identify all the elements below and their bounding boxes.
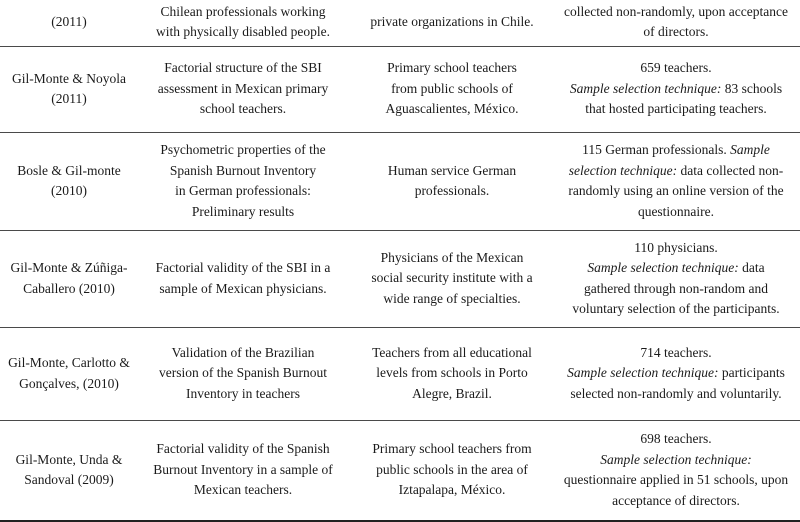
author-cell <box>0 132 138 230</box>
cell-line <box>556 363 796 384</box>
cell-line: Primary school teachers from <box>372 441 532 457</box>
sample-cell <box>354 0 550 46</box>
cell-line <box>556 384 796 405</box>
sample-selection-cell <box>556 132 796 230</box>
cell-line: Gil-Monte & Noyola <box>12 70 126 86</box>
cell-line <box>556 2 796 23</box>
study-title-cell <box>141 230 345 327</box>
table-row <box>0 230 800 328</box>
sample-selection-cell <box>556 420 796 520</box>
selection-technique-label: Sample <box>730 142 770 157</box>
selection-text: randomly using an online version of the <box>568 183 784 198</box>
cell-line: (2011) <box>51 91 87 106</box>
sample-cell <box>354 327 550 420</box>
cell-line: Physicians of the Mexican <box>380 249 524 265</box>
author-cell <box>0 0 138 46</box>
cell-line: Primary school teachers <box>387 60 517 76</box>
table-row <box>0 0 800 47</box>
cell-line: (2010) <box>51 183 87 198</box>
cell-line: sample of Mexican physicians. <box>159 280 327 296</box>
cell-line <box>556 279 796 300</box>
selection-text: voluntary selection of the participants. <box>572 301 780 316</box>
cell-line <box>556 22 796 43</box>
selection-technique-label: Sample selection technique: <box>587 260 739 275</box>
study-title-cell <box>141 327 345 420</box>
selection-text: participants <box>718 365 785 381</box>
cell-line <box>556 299 796 320</box>
cell-line <box>556 181 796 202</box>
selection-technique-label: Sample selection technique: <box>600 451 752 467</box>
cell-line: Factorial validity of the Spanish <box>156 441 330 457</box>
cell-line: Factorial validity of the SBI in a <box>155 260 331 275</box>
cell-line: Aguascalientes, México. <box>385 101 519 117</box>
cell-line: Caballero (2010) <box>23 280 115 296</box>
selection-text: selected non-randomly and voluntarily. <box>570 385 782 401</box>
cell-line: levels from schools in Porto <box>376 365 528 381</box>
cell-line: wide range of specialties. <box>383 290 521 306</box>
cell-line <box>556 140 796 161</box>
selection-text: gathered through non-random and <box>583 280 769 296</box>
selection-text: of directors. <box>643 24 709 39</box>
study-title-cell <box>141 46 345 132</box>
cell-line: Gonçalves, (2010) <box>19 375 119 391</box>
cell-line: (2011) <box>51 13 87 29</box>
cell-line <box>556 161 796 182</box>
cell-line: Gil-Monte & Zúñiga- <box>10 260 128 275</box>
selection-technique-label: selection technique: <box>568 162 678 178</box>
sample-selection-cell <box>556 0 796 46</box>
cell-line: from public schools of <box>391 80 513 96</box>
cell-line: Sandoval (2009) <box>24 472 114 487</box>
author-cell <box>0 230 138 327</box>
selection-text: acceptance of directors. <box>612 492 740 508</box>
selection-text: 83 schools <box>721 80 783 96</box>
cell-line: assessment in Mexican primary <box>157 80 329 96</box>
cell-line: Bosle & Gil-monte <box>17 162 121 178</box>
cell-line: Psychometric properties of the <box>160 142 326 157</box>
sample-cell <box>354 132 550 230</box>
cell-line: Inventory in teachers <box>186 385 300 401</box>
cell-line: Gil-Monte, Carlotto & <box>8 355 130 370</box>
cell-line: professionals. <box>414 183 490 198</box>
cell-line: in German professionals: <box>175 183 311 198</box>
cell-line: social security institute with a <box>371 270 533 286</box>
selection-text: 714 teachers. <box>640 344 712 360</box>
sample-selection-cell <box>556 327 796 420</box>
cell-line: Teachers from all educational <box>372 344 532 360</box>
table-row <box>0 420 800 522</box>
table-row <box>0 132 800 231</box>
cell-line: Chilean professionals working <box>160 3 326 19</box>
selection-text: questionnaire applied in 51 schools, upon <box>563 472 789 487</box>
cell-line: school teachers. <box>199 101 287 117</box>
selection-text: collected non-randomly, upon acceptance <box>563 3 789 19</box>
cell-line <box>556 79 796 100</box>
cell-line: Burnout Inventory in a sample of <box>153 461 333 477</box>
study-title-cell <box>141 0 345 46</box>
cell-line: Human service German <box>387 162 517 178</box>
cell-line <box>556 58 796 79</box>
selection-text: data collected non- <box>677 162 784 178</box>
selection-text: data <box>738 260 765 275</box>
selection-text: 698 teachers. <box>640 431 712 446</box>
cell-line: Factorial structure of the SBI <box>164 60 322 76</box>
selection-text: that hosted participating teachers. <box>585 101 767 117</box>
cell-line <box>556 491 796 512</box>
sample-cell <box>354 230 550 327</box>
study-title-cell <box>141 132 345 230</box>
cell-line <box>556 258 796 279</box>
sample-cell <box>354 420 550 520</box>
author-cell <box>0 327 138 420</box>
cell-line <box>556 429 796 450</box>
cell-line: public schools in the area of <box>376 461 528 477</box>
cell-line <box>556 470 796 491</box>
cell-line: Mexican teachers. <box>193 482 293 498</box>
sample-selection-cell <box>556 230 796 327</box>
selection-text: 115 German professionals. <box>582 142 731 157</box>
cell-line <box>556 202 796 223</box>
cell-line: with physically disabled people. <box>156 24 330 39</box>
selection-text: 110 physicians. <box>634 239 718 255</box>
cell-line <box>556 450 796 471</box>
sample-cell <box>354 46 550 132</box>
cell-line <box>556 238 796 259</box>
selection-text: questionnaire. <box>637 203 715 219</box>
cell-line: Validation of the Brazilian <box>171 344 315 360</box>
selection-technique-label: Sample selection technique: <box>567 365 719 381</box>
table-row <box>0 46 800 133</box>
cell-line: private organizations in Chile. <box>370 13 534 29</box>
cell-line: Preliminary results <box>191 203 295 219</box>
cell-line: Iztapalapa, México. <box>398 482 506 498</box>
study-title-cell <box>141 420 345 520</box>
author-cell <box>0 420 138 520</box>
cell-line: Alegre, Brazil. <box>412 385 492 401</box>
selection-technique-label: Sample selection technique: <box>569 80 722 96</box>
selection-text: 659 teachers. <box>640 60 712 76</box>
cell-line: Spanish Burnout Inventory <box>169 162 317 178</box>
cell-line: version of the Spanish Burnout <box>159 365 327 381</box>
author-cell <box>0 46 138 132</box>
cell-line <box>556 99 796 120</box>
cell-line: Gil-Monte, Unda & <box>15 451 123 467</box>
sample-selection-cell <box>556 46 796 132</box>
cell-line <box>556 343 796 364</box>
table-row <box>0 327 800 421</box>
